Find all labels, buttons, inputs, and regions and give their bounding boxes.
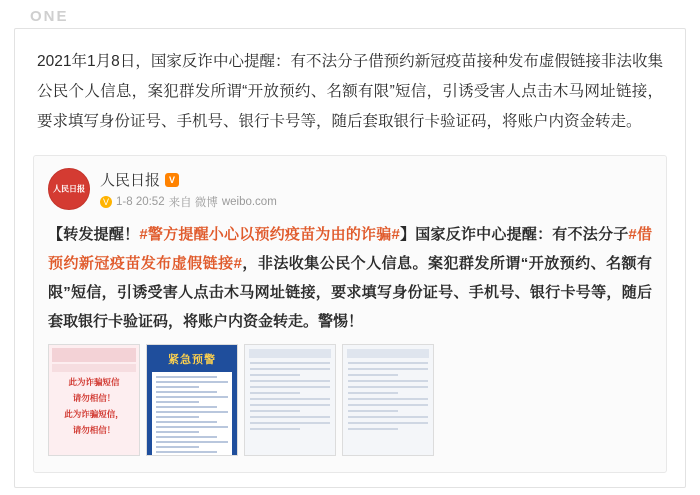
post-timestamp: 1-8 20:52 xyxy=(116,196,165,208)
weibo-name-row xyxy=(100,169,277,190)
avatar-label: 人民日报 xyxy=(53,184,85,194)
image-screenshot-sms-1[interactable] xyxy=(244,344,336,456)
account-name[interactable]: 人民日报 xyxy=(100,172,161,189)
poster-pink-line-2: 请勿相信！ xyxy=(72,393,116,403)
weibo-meta xyxy=(100,168,277,210)
avatar[interactable] xyxy=(48,168,90,210)
top-label: ONE xyxy=(30,8,69,25)
article-card xyxy=(14,28,686,488)
post-source-link[interactable]: weibo.com xyxy=(221,196,277,208)
image-screenshot-sms-2[interactable] xyxy=(342,344,434,456)
weibo-post-text xyxy=(48,220,652,336)
poster-blue-body xyxy=(152,372,232,456)
image-poster-blue[interactable] xyxy=(146,344,238,456)
post-topic-1[interactable]: #警方提醒小心以预约疫苗为由的诈骗# xyxy=(139,226,400,243)
article-lede: 2021年1月8日，国家反诈中心提醒：有不法分子借预约新冠疫苗接种发布虚假链接非法收集公民个人信息，案犯群发所谓“开放预约、名额有限”短信，引诱受害人点击木马网址链接，要求填写身份证号、手机号、银行卡号等，随后套取银行卡验证码，将账户内资金转走。 xyxy=(37,53,663,130)
post-text-0: 【转发提醒！ xyxy=(48,226,140,243)
poster-blue-title: 紧急预警 xyxy=(168,354,216,366)
post-source: 来自 微博 xyxy=(168,197,218,209)
poster-pink-header xyxy=(52,348,136,362)
image-poster-pink[interactable] xyxy=(48,344,140,456)
weibo-sub-row xyxy=(100,194,277,210)
weibo-embed-card[interactable] xyxy=(33,155,667,473)
verified-badge-icon: V xyxy=(165,173,179,187)
post-text-2: 】国家反诈中心提醒：有不法分子 xyxy=(399,226,629,243)
post-text-4: ，非法收集公民个人信息。案犯群发所谓“开放预约、名额有限”短信，引诱受害人点击木马网址链接，要求填写身份证号、手机号、银行卡号等，随后套取银行卡验证码，将账户内资金转走。警惕！ xyxy=(48,255,652,330)
weibo-header xyxy=(48,168,652,214)
poster-pink-line-4: 请勿相信！ xyxy=(72,425,116,435)
post-topic-3[interactable]: #借预约新冠疫苗发布虚假链接# xyxy=(48,226,652,272)
weibo-image-row xyxy=(48,344,652,456)
poster-pink-line-1: 此为诈骗短信 xyxy=(68,377,120,387)
poster-pink-subheader xyxy=(52,364,136,372)
verify-check-icon: V xyxy=(100,196,112,208)
poster-pink-line-3: 此为诈骗短信， xyxy=(64,409,124,419)
